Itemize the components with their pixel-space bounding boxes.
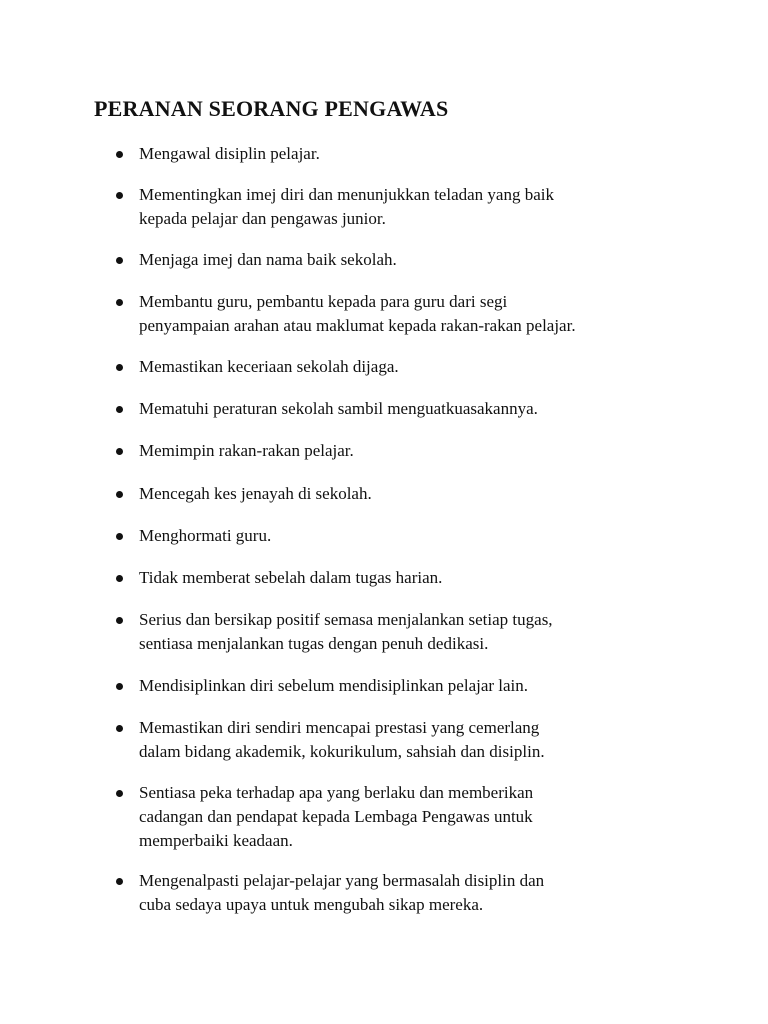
list-item-text: Mematuhi peraturan sekolah sambil menguatkuasakannya. [139,399,538,418]
bullet-icon [116,491,123,498]
list-item [116,781,716,853]
list-item [116,142,716,166]
list-item-text: Mengenalpasti pelajar-pelajar yang bermasalah disiplin dan cuba sedaya upaya untuk mengubah sikap mereka. [139,871,545,914]
list-item-text: Menghormati guru. [139,526,272,545]
list-item [116,869,716,917]
list-item-text: Menjaga imej dan nama baik sekolah. [139,250,397,269]
list-item [116,290,716,338]
list-item [116,566,716,590]
bullet-icon [116,406,123,413]
bullet-icon [116,878,123,885]
list-item [116,716,716,764]
list-item-text: Mencegah kes jenayah di sekolah. [139,484,372,503]
bullet-icon [116,575,123,582]
list-item-text: Mementingkan imej diri dan menunjukkan teladan yang baik kepada pelajar dan pengawas junior. [139,185,554,228]
list-item-text: Mendisiplinkan diri sebelum mendisiplinkan pelajar lain. [139,676,529,695]
list-item-text: Memastikan keceriaan sekolah dijaga. [139,357,399,376]
bullet-icon [116,364,123,371]
bullet-icon [116,617,123,624]
list-item-text: Mengawal disiplin pelajar. [139,144,320,163]
list-item-text: Serius dan bersikap positif semasa menjalankan setiap tugas, sentiasa menjalankan tugas dengan penuh dedikasi. [139,610,553,653]
bullet-icon [116,299,123,306]
bullet-icon [116,683,123,690]
list-item [116,674,716,698]
list-item [116,183,716,231]
list-item [116,608,716,656]
list-item [116,248,716,272]
list-item [116,439,716,463]
list-item-text: Tidak memberat sebelah dalam tugas harian. [139,568,443,587]
bullet-icon [116,257,123,264]
list-item [116,397,716,421]
list-item-text: Memimpin rakan-rakan pelajar. [139,441,354,460]
list-item [116,524,716,548]
bullet-icon [116,448,123,455]
bullet-icon [116,725,123,732]
bullet-icon [116,151,123,158]
bullet-icon [116,790,123,797]
list-item-text: Memastikan diri sendiri mencapai prestasi yang cemerlang dalam bidang akademik, kokurikulum, sahsiah dan disiplin. [139,718,545,761]
page-title: PERANAN SEORANG PENGAWAS [94,96,449,121]
list-item-text: Sentiasa peka terhadap apa yang berlaku dan memberikan cadangan dan pendapat kepada Lembaga Pengawas untuk memperbaiki keadaan. [139,783,534,850]
list-item [116,482,716,506]
list-item-text: Membantu guru, pembantu kepada para guru dari segi penyampaian arahan atau maklumat kepada rakan-rakan pelajar. [139,292,576,335]
bullet-icon [116,192,123,199]
bullet-icon [116,533,123,540]
list-item [116,355,716,379]
